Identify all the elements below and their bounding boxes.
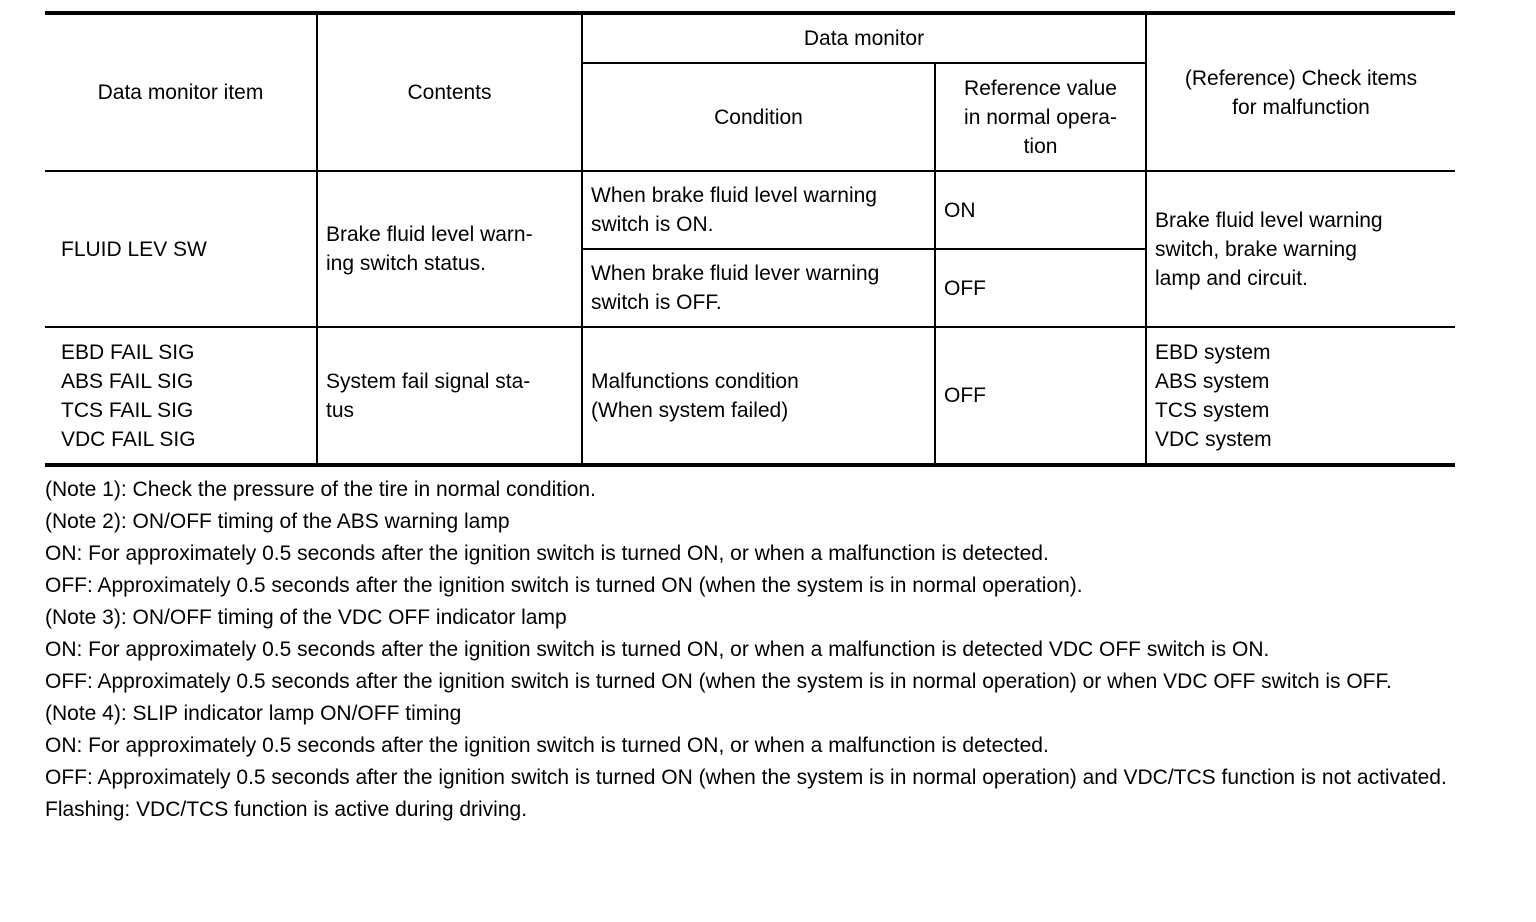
cell-reference: OFF — [935, 327, 1146, 465]
cell-reference: ON — [935, 171, 1146, 249]
notes-section — [45, 477, 1455, 823]
data-monitor-table — [45, 11, 1455, 467]
cell-contents: Brake fluid level warn- ing switch status. — [317, 171, 582, 327]
note-line: OFF: Approximately 0.5 seconds after the ignition switch is turned ON (when the system is in normal operation). — [45, 574, 1083, 597]
cell-item: EBD FAIL SIG ABS FAIL SIG TCS FAIL SIG VDC FAIL SIG — [45, 327, 317, 465]
note-line: ON: For approximately 0.5 seconds after the ignition switch is turned ON, or when a malfunction is detected. — [45, 542, 1049, 565]
header-reference-value: Reference value in normal opera- tion — [935, 63, 1146, 171]
note-line: (Note 4): SLIP indicator lamp ON/OFF timing — [45, 702, 462, 725]
cell-check-items: EBD system ABS system TCS system VDC system — [1146, 327, 1455, 465]
note-line: (Note 2): ON/OFF timing of the ABS warning lamp — [45, 510, 510, 533]
table-row — [45, 171, 1455, 249]
note-line: (Note 1): Check the pressure of the tire in normal condition. — [45, 478, 596, 501]
header-condition: Condition — [582, 63, 935, 171]
note-line: ON: For approximately 0.5 seconds after the ignition switch is turned ON, or when a malfunction is detected. — [45, 734, 1049, 757]
header-check-items: (Reference) Check items for malfunction — [1146, 13, 1455, 171]
cell-reference: OFF — [935, 249, 1146, 327]
note-line: Flashing: VDC/TCS function is active during driving. — [45, 798, 528, 821]
note-line: OFF: Approximately 0.5 seconds after the ignition switch is turned ON (when the system is in normal operation) or when VDC OFF switch is OFF. — [45, 670, 1392, 693]
header-row-1 — [45, 13, 1455, 63]
cell-condition: When brake fluid level warning switch is ON. — [582, 171, 935, 249]
note-line: OFF: Approximately 0.5 seconds after the ignition switch is turned ON (when the system is in normal operation) and VDC/TCS function is not activated. — [45, 766, 1447, 789]
cell-item: FLUID LEV SW — [45, 171, 317, 327]
cell-check-items: Brake fluid level warning switch, brake warning lamp and circuit. — [1146, 171, 1455, 327]
cell-condition: When brake fluid lever warning switch is OFF. — [582, 249, 935, 327]
header-data-monitor-item: Data monitor item — [45, 13, 317, 171]
cell-contents: System fail signal sta- tus — [317, 327, 582, 465]
table-row — [45, 327, 1455, 465]
header-data-monitor: Data monitor — [582, 13, 1146, 63]
note-line: ON: For approximately 0.5 seconds after the ignition switch is turned ON, or when a malfunction is detected VDC OFF switch is ON. — [45, 638, 1270, 661]
header-contents: Contents — [317, 13, 582, 171]
cell-condition: Malfunctions condition (When system failed) — [582, 327, 935, 465]
note-line: (Note 3): ON/OFF timing of the VDC OFF indicator lamp — [45, 606, 567, 629]
document-page — [45, 11, 1455, 829]
